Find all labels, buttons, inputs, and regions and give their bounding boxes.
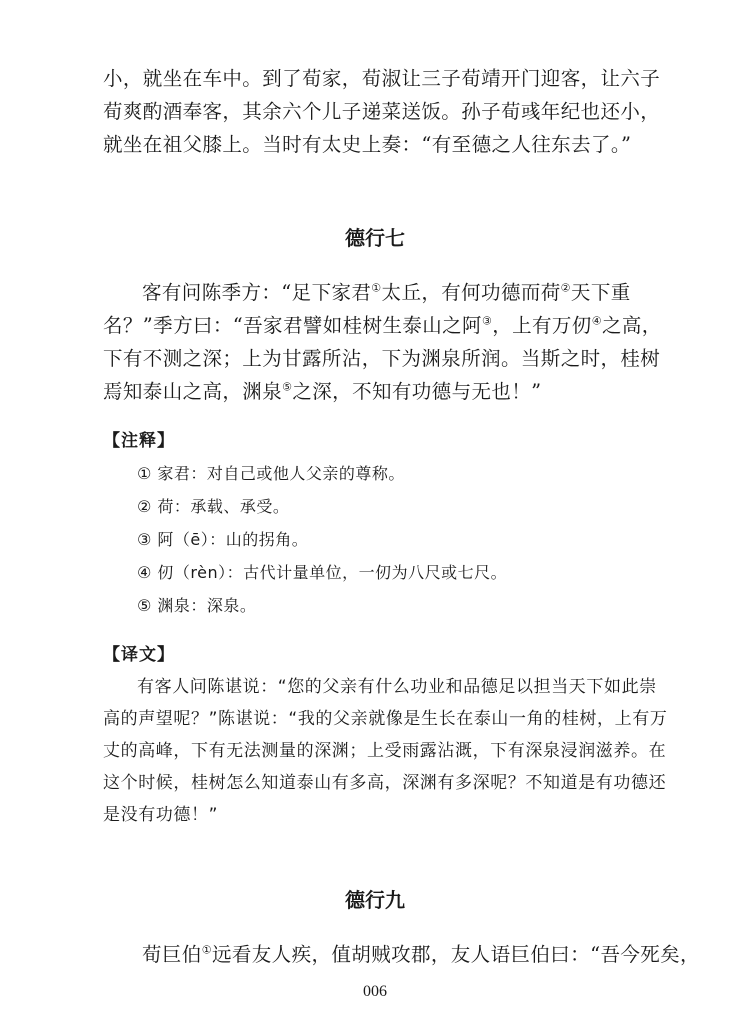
text-segment: 远看友人疾，值胡贼攻郡，友人语巨伯曰：“吾今死矣， bbox=[211, 943, 700, 966]
section-7-original-text bbox=[103, 276, 668, 408]
annotation-item: ④ 仞（rèn）：古代计量单位，一仞为八尺或七尺。 bbox=[137, 563, 508, 582]
annotation-item: ③ 阿（ē）：山的拐角。 bbox=[137, 530, 309, 549]
note-marker-1: ① bbox=[371, 281, 382, 295]
text-segment: 太丘，有何功德而荷 bbox=[381, 281, 561, 304]
text-segment: ，上有万仞 bbox=[492, 314, 592, 337]
translation-paragraph: 有客人问陈谌说：“您的父亲有什么功业和品德足以担当天下如此崇高的声望呢？”陈谌说：“我的父亲就像是生长在泰山一角的桂树，上有万丈的高峰，下有无法测量的深渊；上受雨露沾溉，下有深泉浸润滋养。在这个时候，桂树怎么知道泰山有多高，深渊有多深呢？不知道是有功德还是没有功德！” bbox=[103, 677, 668, 825]
section-title-dexing-7: 德行七 bbox=[345, 226, 405, 250]
translation-heading: 【译文】 bbox=[103, 645, 175, 665]
page-number: 006 bbox=[363, 983, 387, 1000]
continued-paragraph: 小，就坐在车中。到了荀家，荀淑让三子荀靖开门迎客，让六子荀爽酌酒奉客，其余六个儿子递菜送饭。孙子荀彧年纪也还小，就坐在祖父膝上。当时有太史上奏：“有至德之人往东去了。” bbox=[103, 67, 661, 156]
note-marker-3: ③ bbox=[481, 314, 493, 328]
section-9-original-text bbox=[103, 938, 700, 971]
text-segment: 之高，下有不测之深；上为甘露所沾，下为渊泉所润。当斯之时，桂树焉知泰山之高，渊泉 bbox=[103, 314, 662, 403]
annotations-block bbox=[103, 426, 668, 622]
annotation-item: ⑤ 渊泉：深泉。 bbox=[137, 596, 257, 615]
annotation-item: ① 家君：对自己或他人父亲的尊称。 bbox=[137, 464, 405, 483]
note-marker-5: ⑤ bbox=[282, 380, 293, 394]
section-title-dexing-9: 德行九 bbox=[345, 888, 405, 912]
annotations-heading: 【注释】 bbox=[103, 431, 175, 451]
text-segment: 荀巨伯 bbox=[142, 943, 202, 966]
text-segment: 客有问陈季方：“足下家君 bbox=[142, 281, 372, 304]
note-marker-1: ① bbox=[201, 943, 212, 957]
original-text-paragraph bbox=[103, 276, 668, 408]
original-text-paragraph bbox=[103, 938, 700, 971]
continued-paragraph-block bbox=[103, 62, 668, 161]
note-marker-2: ② bbox=[560, 281, 571, 295]
text-segment: 之深，不知有功德与无也！” bbox=[292, 380, 542, 403]
annotation-item: ② 荷：承载、承受。 bbox=[137, 497, 290, 516]
translation-block bbox=[103, 640, 668, 831]
text-segment: 天下重名？”季方曰：“吾家君譬如桂树生泰山之阿 bbox=[103, 281, 631, 337]
note-marker-4: ④ bbox=[591, 314, 602, 328]
